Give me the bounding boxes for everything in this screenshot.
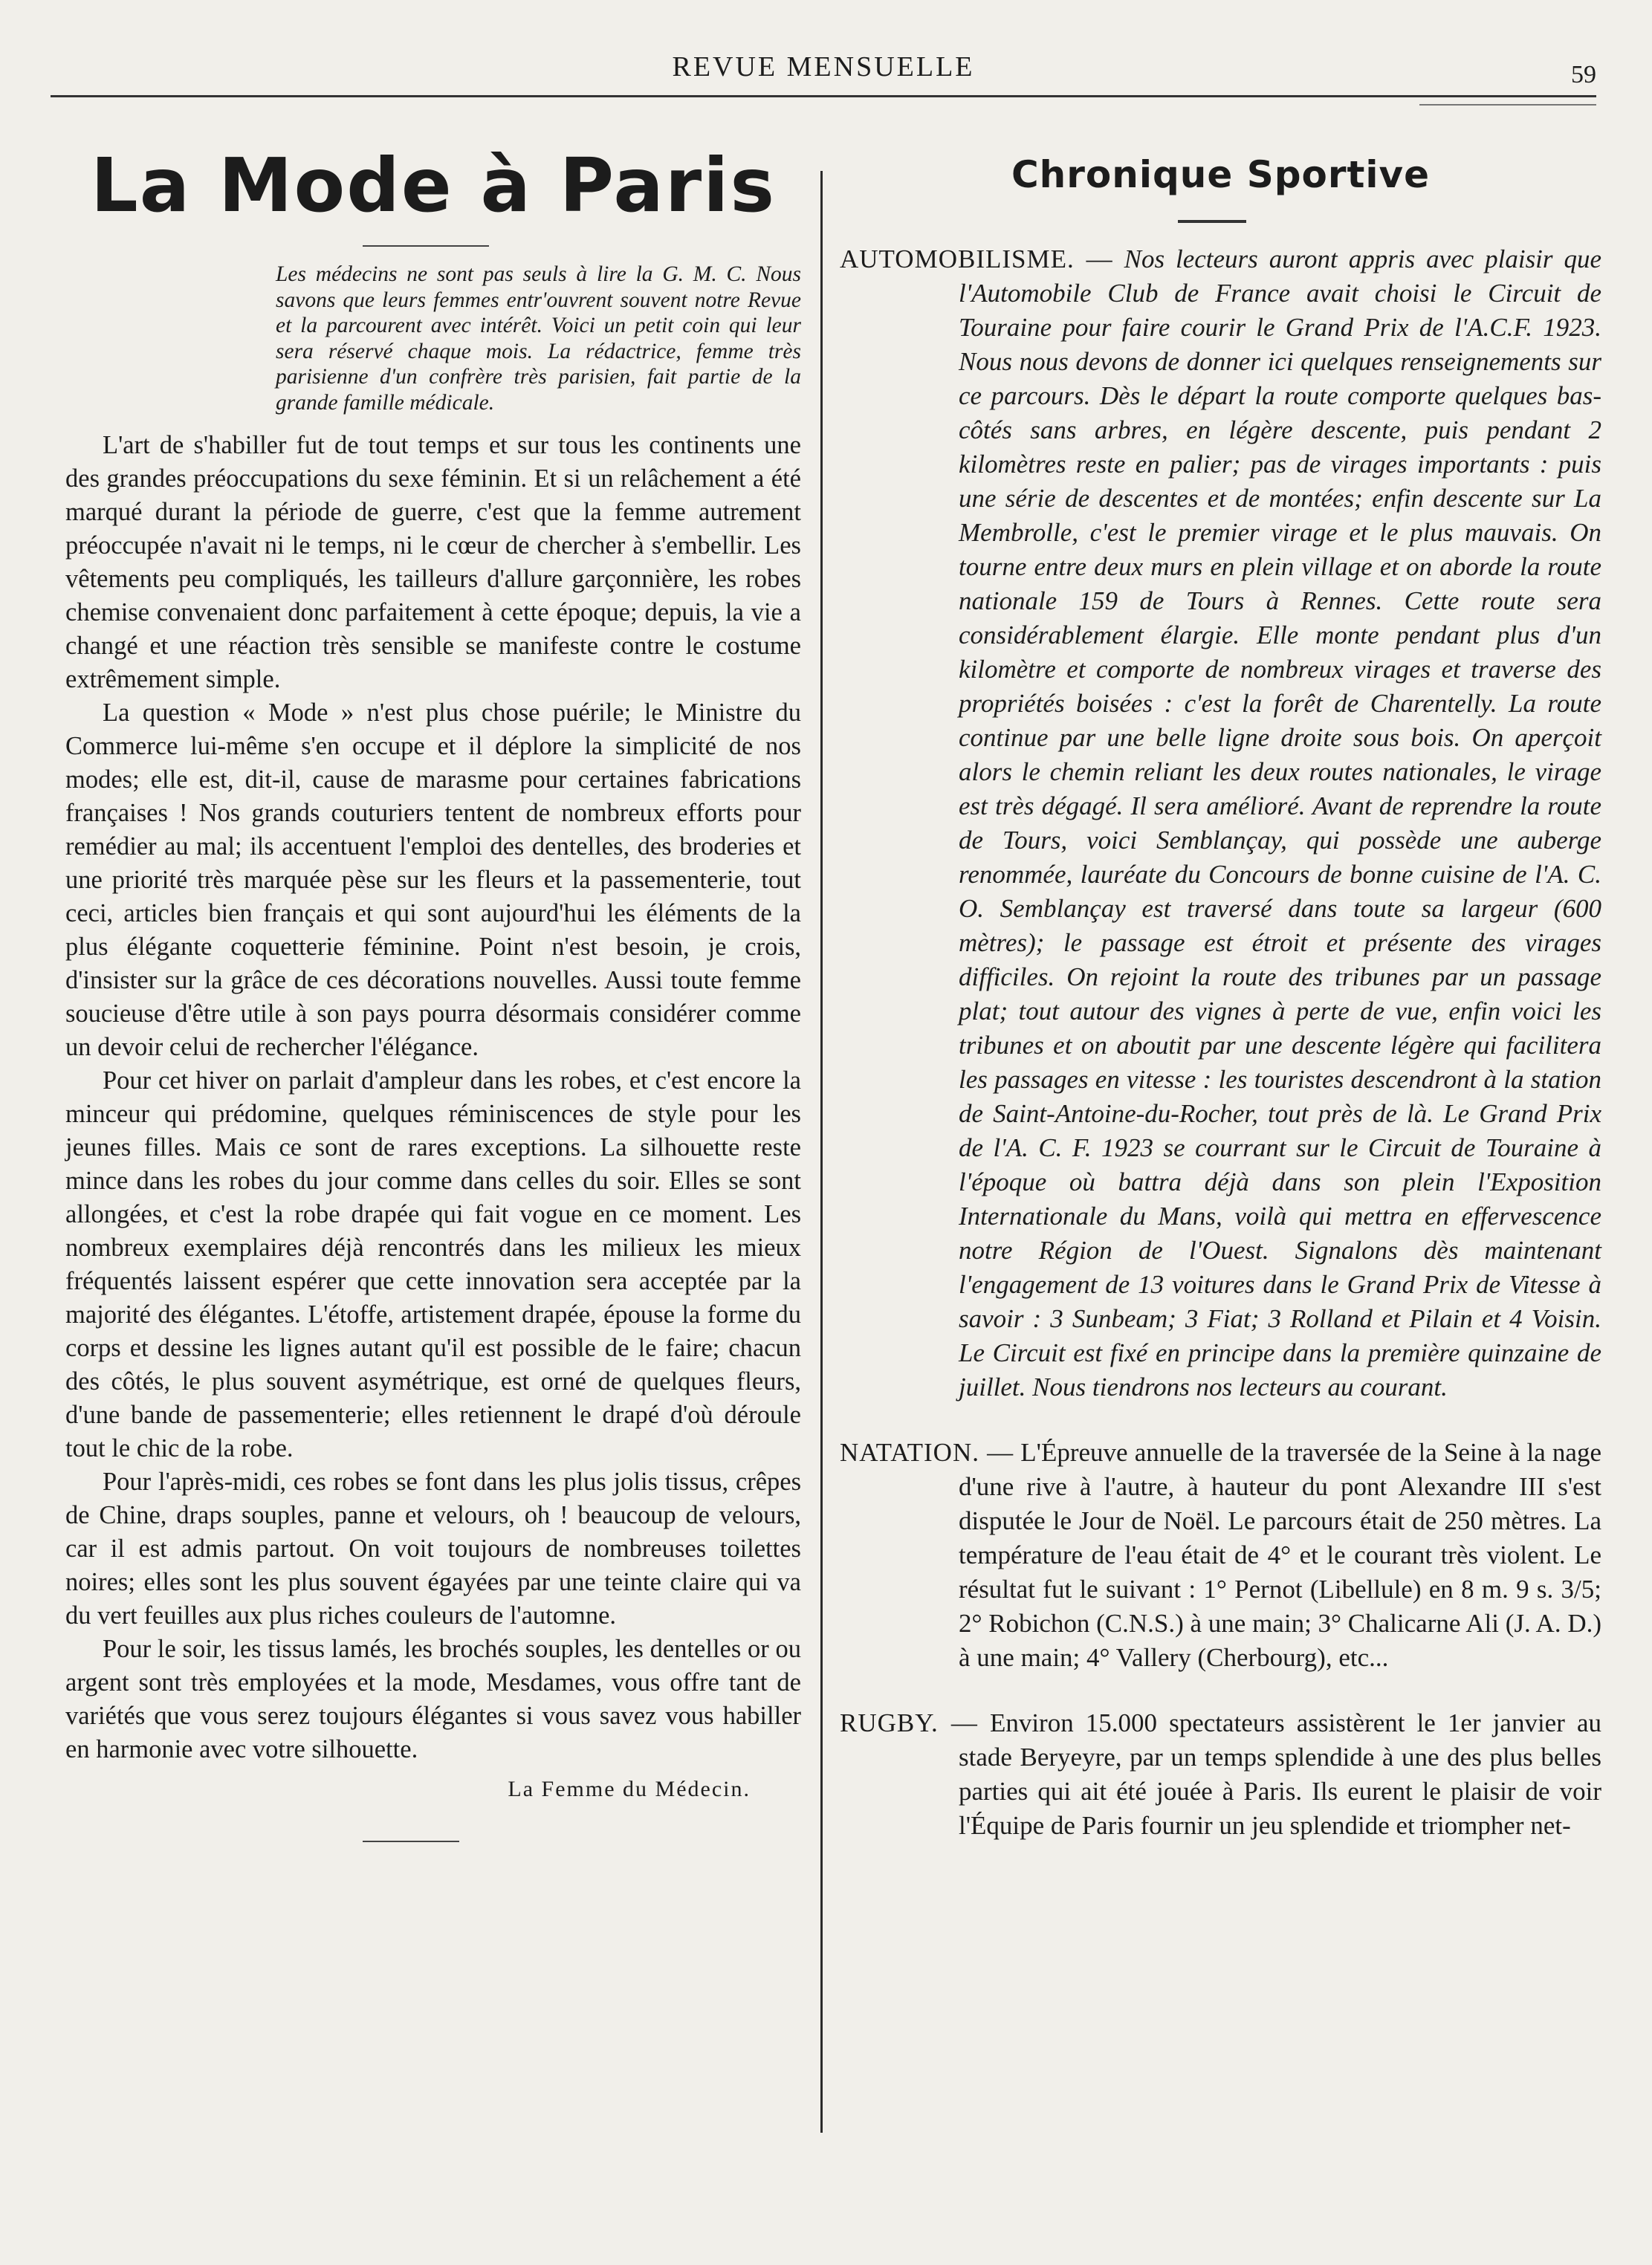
section-body: Nos lecteurs auront appris avec plaisir que l'Automobile Club de France avait choisi le Circuit de Touraine pour faire courir le Grand Prix de l'A.C.F. 1923. Nous nous devons de donner ici quelques renseignements sur ce parcours. Dès le départ la route comporte quelques bas-côtés sans arbres, en légère descente, puis pendant 2 kilomètres reste en palier; pas de virages importants : puis une série de descentes et de montées; enfin descente sur La Membrolle, c'est le premier virage et le plus mauvais. On tourne entre deux murs en plein village et on aborde la route nationale 159 de Tours à Rennes. Cette route sera considérablement élargie. Elle monte pendant plus d'un kilomètre et comporte de nombreux virages et traverse des propriétés boisées : c'est la forêt de Charentelly. La route continue par une belle ligne droite sous bois. On aperçoit alors le chemin reliant les deux routes nationales, le virage est très dégagé. Il sera amélioré. Avant de reprendre la route de Tours, voici Semblançay, qui possède une auberge renommée, lauréate du Concours de bonne cuisine de l'A. C. O. Semblançay est traversé dans toute sa largeur (600 mètres); le passage est étroit et présente des virages difficiles. On rejoint la route des tribunes par un passage plat; tout autour des vignes à perte de vue, enfin voici les tribunes et on aboutit par une descente légère qui facilitera les passages en vitesse : les touristes descendront à la station de Saint-Antoine-du-Rocher, tout près de là. Le Grand Prix de l'A. C. F. 1923 se courrant sur le Circuit de Touraine à l'époque où battra déjà dans son plein l'Exposition Internationale du Mans, voilà qui mettra en effervescence notre Région de l'Ouest. Signalons dès maintenant l'engagement de 13 voitures dans le Grand Prix de Vitesse à savoir : 3 Sunbeam; 3 Fiat; 3 Rolland et Pilain et 4 Voisin. Le Circuit est fixé en principe dans la première quinzaine de juillet. Nous tiendrons nos lecteurs au courant. — [959, 244, 1601, 1402]
page-header — [51, 46, 1596, 98]
running-title: REVUE MENSUELLE — [672, 51, 975, 82]
article-paragraph: Pour le soir, les tissus lamés, les brochés souples, les dentelles or ou argent sont très employées et la mode, Mesdames, vous offre tant de variétés que vous serez toujours élégantes si vous savez vous habiller en harmonie avec votre silhouette. — [65, 1635, 801, 1763]
sport-title: Chronique Sportive — [1011, 153, 1431, 196]
article-paragraph: Pour l'après-midi, ces robes se font dans les plus jolis tissus, crêpes de Chine, draps souples, panne et velours, oh ! beaucoup de velours, car il est admis partout. On voit toujours de nombreuses toilettes noires; elles sont les plus souvent égayées par une teinte claire qui va du vert feuilles aux plus riches couleurs de l'automne. — [65, 1468, 801, 1630]
article-intro: Les médecins ne sont pas seuls à lire la G. M. C. Nous savons que leurs femmes entr'ouvrent souvent notre Revue et la parcourent avec intérêt. Voici un petit coin qui leur sera réservé chaque mois. La rédactrice, femme très parisienne d'un confrère très parisien, fait partie de la grande famille médicale. — [276, 262, 801, 415]
header-rule — [51, 95, 1596, 97]
section-heading: NATATION. — — [840, 1438, 1014, 1467]
article-paragraph: Pour cet hiver on parlait d'ampleur dans les robes, et c'est encore la minceur qui prédomine, quelques réminiscences de style pour les jeunes filles. Mais ce sont de rares exceptions. La silhouette reste mince dans les robes du jour comme dans celles du soir. Elles se sont allongées, et c'est la robe drapée qui fait vogue en ce moment. Les nombreux exemplaires déjà rencontrés dans les milieux les mieux fréquentés laissent espérer que cette innovation sera acceptée par la majorité des élégantes. L'étoffe, artistement drapée, épouse la forme du corps et dessine les lignes autant qu'il est possible de le faire; chacun des côtés, le plus souvent asymétrique, est orné de quelques fleurs, d'une bande de passementerie; elles retiennent le drapé d'où déroule tout le chic de la robe. — [65, 1066, 801, 1462]
section-body: Environ 15.000 spectateurs assistèrent le 1er janvier au stade Beryeyre, par un temps splendide à une des plus belles parties qui ait été jouée à Paris. Ils eurent le plaisir de voir l'Équipe de Paris fournir un jeu splendide et triompher net- — [959, 1708, 1601, 1840]
article-paragraph: La question « Mode » n'est plus chose puérile; le Ministre du Commerce lui-même s'en occupe et il déplore la simplicité de nos modes; elle est, dit-il, cause de marasme pour certaines fabrications françaises ! Nos grands couturiers tentent de nombreux efforts pour remédier au mal; ils accentuent l'emploi des dentelles, des broderies et une priorité très marquée pèse sur les fleurs et la passementerie, tout ceci, articles bien français et qui sont aujourd'hui les éléments de la plus élégante coquetterie féminine. Point n'est besoin, je crois, d'insister sur la grâce de ces décorations nouvelles. Aussi toute femme soucieuse d'être utile à son pays pourra désormais considérer comme un devoir celui de rechercher l'élégance. — [65, 699, 801, 1061]
header-rule-short — [1419, 104, 1596, 106]
article-mode — [65, 141, 801, 1842]
page-number: 59 — [1571, 61, 1596, 88]
section-natation — [840, 1436, 1601, 1675]
section-automobilisme — [840, 242, 1601, 1404]
end-rule — [363, 1841, 459, 1842]
article-signature: La Femme du Médecin. — [508, 1777, 751, 1801]
section-heading: AUTOMOBILISME. — — [840, 244, 1113, 273]
article-title: La Mode à Paris — [91, 142, 776, 229]
section-rugby — [840, 1706, 1601, 1843]
title-rule — [363, 245, 489, 247]
section-heading: RUGBY. — — [840, 1708, 978, 1737]
article-paragraph: L'art de s'habiller fut de tout temps et sur tous les continents une des grandes préoccupations du sexe féminin. Et si un relâchement a été marqué durant la période de guerre, c'est que la femme autrement préoccupée n'avait ni le temps, ni le cœur de chercher à s'embellir. Les vêtements peu compliqués, les tailleurs d'allure garçonnière, les robes chemise convenaient donc parfaitement à cette époque; depuis, la vie a changé et une réaction très sensible se manifeste contre le costume extrêmement simple. — [65, 431, 801, 693]
column-divider — [820, 171, 823, 2133]
article-sport — [840, 141, 1601, 1843]
title-rule — [1178, 220, 1246, 223]
section-body: L'Épreuve annuelle de la traversée de la Seine à la nage d'une rive à l'autre, à hauteur du pont Alexandre III s'est disputée le Jour de Noël. Le parcours était de 250 mètres. La température de l'eau était de 4° et le courant très violent. Le résultat fut le suivant : 1° Pernot (Libellule) en 8 m. 9 s. 3/5; 2° Robichon (C.N.S.) à une main; 3° Chalicarne Ali (J. A. D.) à une main; 4° Vallery (Cherbourg), etc... — [959, 1438, 1601, 1672]
